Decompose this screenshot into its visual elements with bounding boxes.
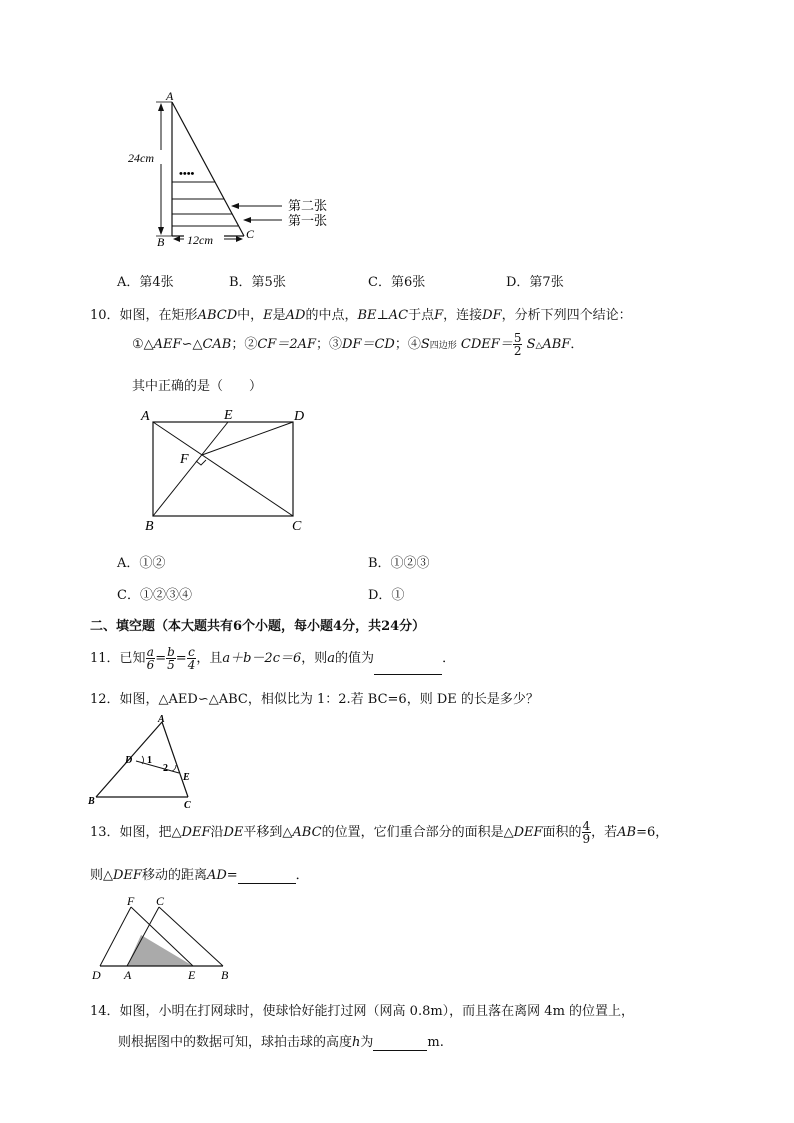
label-f: F <box>127 894 135 908</box>
q10-conclusions: ①△AEF∽△CAB；②CF＝2AF；③DF＝CD；④S四边形 CDEF＝ $\frac{5}{2}$ S△ABF． <box>132 331 584 358</box>
label-b: B <box>157 235 165 249</box>
overlap-region <box>127 935 193 966</box>
height-label: 24cm <box>128 151 154 165</box>
ellipsis-dots: •••• <box>179 168 195 180</box>
q12-text: 12．如图，△AED∽△ABC，相似比为 1：2.若 BC=6，则 DE 的长是多少？ <box>90 692 539 707</box>
arrow-left-icon <box>231 203 239 209</box>
q11-answer-blank[interactable] <box>374 644 442 675</box>
label-e: E <box>188 968 196 982</box>
label-b: B <box>145 519 154 534</box>
arrow-down-icon <box>158 227 164 235</box>
arrow-left-icon <box>173 236 180 242</box>
label-a: A <box>141 409 150 424</box>
label-f: F <box>180 452 189 467</box>
label-a: A <box>124 968 132 982</box>
q10-number: 10． <box>90 308 120 323</box>
q14-line-2: 则根据图中的数据可知，球拍击球的高度h为 m. <box>118 1035 444 1050</box>
label-d: D <box>92 968 101 982</box>
label-b: B <box>221 968 229 982</box>
angle-2-label: 2 <box>163 763 168 774</box>
label-a: A <box>166 89 174 103</box>
side-ac <box>162 722 188 797</box>
label-b: B <box>88 796 95 807</box>
label-d: D <box>125 755 133 766</box>
width-label: 12cm <box>187 233 213 247</box>
fraction-c-4: $\frac{c}{4}$ <box>187 645 196 672</box>
label-c: C <box>246 227 255 241</box>
fraction-b-5: $\frac{b}{5}$ <box>167 645 175 672</box>
segment-be <box>153 422 228 516</box>
q13-number: 13． <box>90 825 120 840</box>
q11: 11．已知 $\frac{a}{6}$ = $\frac{b}{5}$ = $\frac{c}{4}$ ，且a＋b－2c＝6，则a的值为 ． <box>90 644 455 675</box>
q10-option-d[interactable]: D．① <box>368 588 405 603</box>
label-c: C <box>184 800 191 810</box>
second-strip-label: 第二张 <box>288 198 328 213</box>
q10-rectangle-figure <box>140 404 310 536</box>
q11-number: 11． <box>90 651 120 666</box>
fraction-five-halves: $\frac{5}{2}$ <box>513 331 522 358</box>
q9-triangle-figure <box>120 86 360 251</box>
first-strip-label: 第一张 <box>288 213 328 228</box>
q13-line-2: 则△DEF移动的距离AD= ． <box>90 868 309 883</box>
q14-line-1: 14．如图，小明在打网球时，使球恰好能打过网（网高 0.8m），而且落在离网 4m 的位置上， <box>90 1004 635 1019</box>
q10-option-a[interactable]: A．①② <box>117 556 166 571</box>
q10-ask: 其中正确的是（ ） <box>132 379 263 394</box>
label-d: D <box>294 409 305 424</box>
q14-answer-blank[interactable] <box>373 1035 427 1051</box>
fraction-four-ninths: $\frac{4}{9}$ <box>582 819 591 846</box>
fraction-a-6: $\frac{a}{6}$ <box>146 645 155 672</box>
q10-stem: 10．如图，在矩形ABCD中，E是AD的中点，BE⊥AC于点F，连接DF，分析下列四个结论： <box>90 308 632 323</box>
label-a: A <box>158 714 165 725</box>
q13-answer-blank[interactable] <box>238 868 296 884</box>
label-c: C <box>292 519 302 534</box>
arrow-right-icon <box>236 236 243 242</box>
q9-option-b[interactable]: B．第5张 <box>229 275 286 290</box>
label-c: C <box>156 894 165 908</box>
q13-triangles-figure <box>86 893 246 983</box>
side-df <box>100 907 131 966</box>
q10-option-b[interactable]: B．①②③ <box>368 556 430 571</box>
q10-option-c[interactable]: C．①②③④ <box>117 588 192 603</box>
diagonal-ac <box>153 422 293 516</box>
segment-df <box>202 422 293 455</box>
arrow-up-icon <box>158 103 164 111</box>
angle-1-label: 1 <box>147 755 152 766</box>
q13-line-1: 13．如图，把△DEF沿DE平移到△ABC的位置，它们重合部分的面积是△DEF面积的 $\frac{4}{9}$ ，若AB=6， <box>90 819 669 846</box>
q9-option-a[interactable]: A．第4张 <box>117 275 174 290</box>
angle-2-mark <box>172 765 176 771</box>
arrow-left-icon <box>243 217 251 223</box>
q12-triangle-figure <box>86 712 206 810</box>
label-e: E <box>224 408 233 423</box>
section-2-title: 二、填空题（本大题共有6个小题，每小题4分，共24分） <box>90 619 426 634</box>
q9-option-d[interactable]: D．第7张 <box>506 275 564 290</box>
q9-option-c[interactable]: C．第6张 <box>368 275 426 290</box>
label-e: E <box>183 772 190 783</box>
